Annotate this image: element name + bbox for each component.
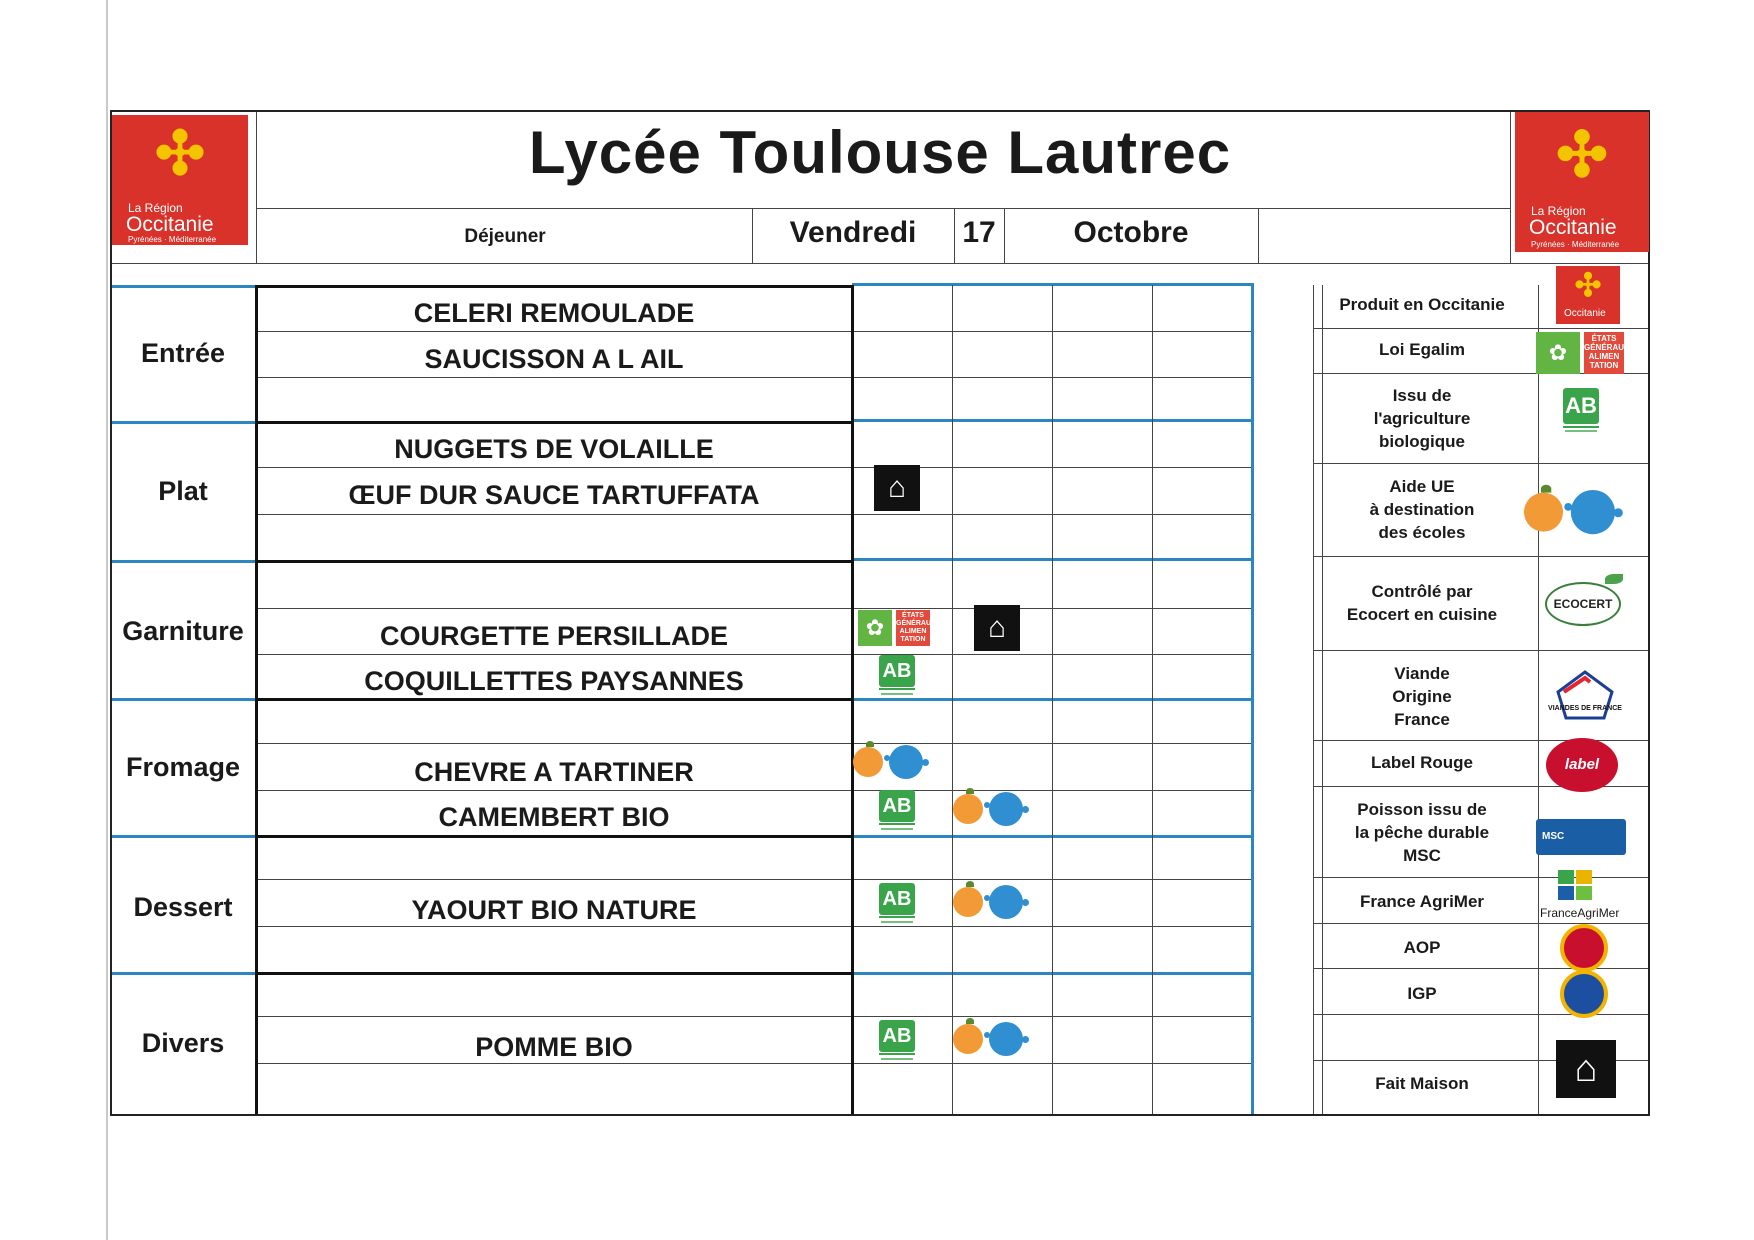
page-title: Lycée Toulouse Lautrec — [528, 119, 1232, 186]
fait-maison-icon: ⌂ — [974, 605, 1020, 651]
legend-ecocert: Contrôlé par Ecocert en cuisine — [1346, 582, 1498, 624]
logo-text-1: La Région — [128, 201, 183, 215]
legend-fait-maison: Fait Maison — [1375, 1074, 1469, 1093]
legend-msc: Poisson issu de la pêche durable MSC — [1354, 800, 1490, 865]
occitan-cross-icon: ✣ — [1556, 121, 1608, 190]
legend-label-rouge: Label Rouge — [1370, 753, 1473, 772]
ecocert-logo: ECOCERT — [1545, 582, 1621, 626]
ab-bio-icon: AB — [879, 655, 915, 699]
logo-text-1: La Région — [1531, 204, 1586, 218]
category-divers: Divers — [141, 1028, 225, 1058]
category-garniture: Garniture — [122, 616, 244, 646]
label-rouge-logo: label — [1546, 738, 1618, 792]
category-plat: Plat — [158, 476, 208, 506]
svg-text:VIANDES DE FRANCE: VIANDES DE FRANCE — [1548, 705, 1622, 712]
egalim-flower-icon: ✿ — [858, 610, 892, 646]
dish-plat-1: NUGGETS DE VOLAILLE — [394, 434, 714, 464]
logo-text-2: Occitanie — [1529, 216, 1617, 239]
legend-egalim: Loi Egalim — [1379, 340, 1465, 359]
occitan-cross-icon: ✣ — [154, 120, 206, 187]
date-label: 17 — [962, 216, 996, 249]
dish-entree-1: CELERI REMOULADE — [413, 298, 695, 328]
legend-igp: IGP — [1407, 984, 1437, 1003]
viandes-de-france-icon — [1548, 670, 1622, 725]
dish-garniture-2: COQUILLETTES PAYSANNES — [364, 666, 744, 696]
dish-entree-2: SAUCISSON A L AIL — [424, 344, 684, 374]
legend-occitanie: Produit en Occitanie — [1339, 295, 1505, 314]
category-entree: Entrée — [140, 338, 226, 368]
ab-bio-icon: AB — [879, 1020, 915, 1064]
legend-aop: AOP — [1403, 938, 1441, 957]
ab-bio-icon: AB — [879, 790, 915, 834]
legend-bio: Issu de l'agriculture biologique — [1373, 386, 1471, 451]
dish-fromage-2: CAMEMBERT BIO — [438, 802, 670, 832]
logo-text-3: Pyrénées · Méditerranée — [128, 235, 217, 244]
igp-seal-icon — [1560, 970, 1608, 1018]
dish-garniture-1: COURGETTE PERSILLADE — [379, 621, 729, 651]
msc-logo: MSC — [1536, 819, 1626, 855]
dish-fromage-1: CHEVRE A TARTINER — [414, 757, 694, 787]
legend-ab-bio-icon: AB — [1563, 388, 1599, 432]
day-label: Vendredi — [789, 216, 917, 249]
aop-seal-icon — [1560, 924, 1608, 972]
ab-bio-icon: AB — [879, 883, 915, 927]
fait-maison-icon: ⌂ — [874, 465, 920, 511]
occitanie-small-logo: ✣ Occitanie — [1556, 266, 1620, 324]
scan-edge — [106, 0, 108, 1240]
legend-agrimer: France AgriMer — [1359, 892, 1485, 911]
month-label: Octobre — [1073, 216, 1189, 249]
egalim-text: ÉTATS GÉNÉRAUX ALIMEN TATION — [896, 610, 930, 646]
legend-viande: Viande Origine France — [1392, 664, 1452, 729]
logo-text-3: Pyrénées · Méditerranée — [1531, 240, 1620, 249]
logo-text-2: Occitanie — [126, 213, 214, 236]
dish-plat-2: ŒUF DUR SAUCE TARTUFFATA — [348, 480, 760, 510]
region-occitanie-logo-left — [112, 115, 248, 245]
legend-ue: Aide UE à destination des écoles — [1369, 477, 1475, 542]
dish-dessert-1: YAOURT BIO NATURE — [411, 895, 697, 925]
category-fromage: Fromage — [125, 752, 241, 782]
category-dessert: Dessert — [133, 892, 233, 922]
legend-fait-maison-icon: ⌂ — [1556, 1040, 1616, 1098]
region-occitanie-logo-right — [1515, 112, 1649, 252]
meal-label: Déjeuner — [464, 226, 546, 247]
dish-divers-1: POMME BIO — [475, 1032, 633, 1062]
